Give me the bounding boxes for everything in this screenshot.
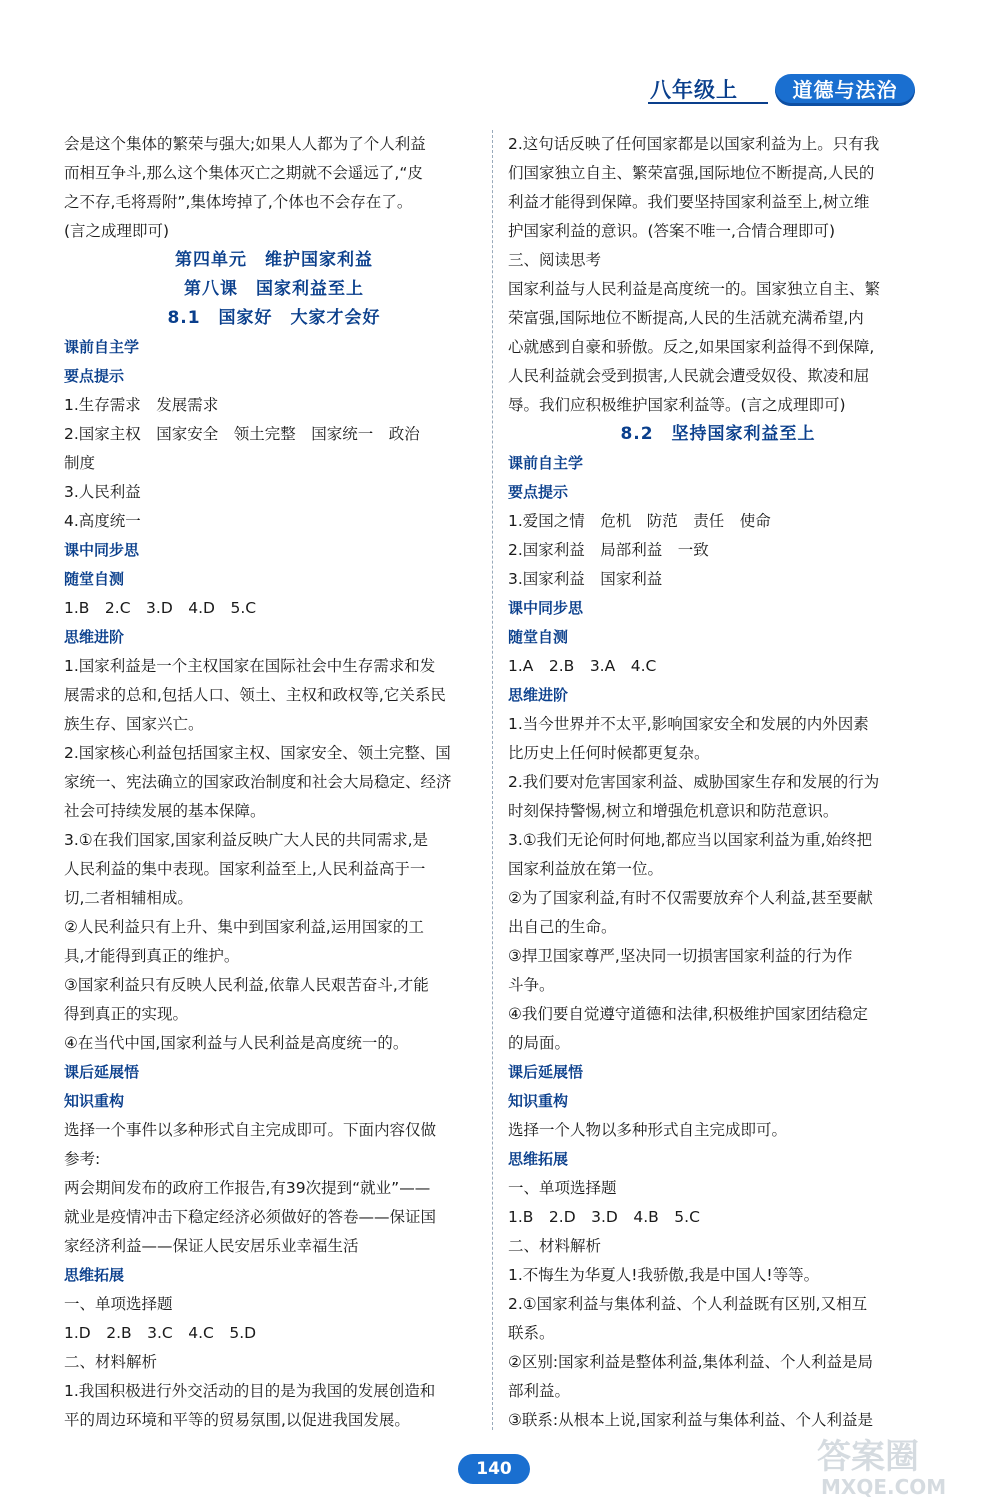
left-text-line: 就业是疫情冲击下稳定经济必须做好的答卷——保证国 (64, 1208, 437, 1226)
left-text-line: 切,二者相辅相成。 (64, 889, 193, 907)
left-section-label: 课中同步思 (64, 541, 140, 559)
left-text-line: 具,才能得到真正的维护。 (64, 947, 240, 965)
right-text-line: ②为了国家利益,有时不仅需要放弃个人利益,甚至要献 (508, 889, 873, 907)
right-text-line: 国家利益放在第一位。 (508, 860, 664, 878)
left-text-line: 3.人民利益 (64, 483, 141, 501)
right-text-line: 2.我们要对危害国家利益、威胁国家生存和发展的行为 (508, 773, 880, 791)
right-text-line: 国家利益与人民利益是高度统一的。国家独立自主、繁 (508, 280, 881, 298)
right-text-line: 人民利益就会受到损害,人民就会遭受奴役、欺凌和屈 (508, 367, 870, 385)
left-text-line: 平的周边环境和平等的贸易氛围,以促进我国发展。 (64, 1411, 410, 1429)
right-section-label: 课前自主学 (508, 454, 584, 472)
right-text-line: 1.A 2.B 3.A 4.C (508, 657, 657, 675)
left-text-line: 一、单项选择题 (64, 1295, 173, 1313)
left-section-label: 课后延展悟 (64, 1063, 140, 1081)
right-section-label: 随堂自测 (508, 628, 569, 646)
right-text-line: 们国家独立自主、繁荣富强,国际地位不断提高,人民的 (508, 164, 875, 182)
left-text-line: 之不存,毛将焉附”,集体垮掉了,个体也不会存在了。 (64, 193, 413, 211)
left-section-label: 要点提示 (64, 367, 125, 385)
right-text-line: ③捍卫国家尊严,坚决同一切损害国家利益的行为作 (508, 947, 853, 965)
right-text-line: 二、材料解析 (508, 1237, 602, 1255)
watermark-url: MXQE.COM (821, 1475, 947, 1499)
right-text-line: ③联系:从根本上说,国家利益与集体利益、个人利益是 (508, 1411, 874, 1429)
left-section-label: 随堂自测 (64, 570, 125, 588)
right-text-line: 1.B 2.D 3.D 4.B 5.C (508, 1208, 700, 1226)
left-text-line: 3.①在我们国家,国家利益反映广大人民的共同需求,是 (64, 831, 429, 849)
left-text-line: ③国家利益只有反映人民利益,依靠人民艰苦奋斗,才能 (64, 976, 429, 994)
right-text-line: 1.当今世界并不太平,影响国家安全和发展的内外因素 (508, 715, 869, 733)
right-text-line: 心就感到自豪和骄傲。反之,如果国家利益得不到保障, (508, 338, 875, 356)
right-text-line: 选择一个人物以多种形式自主完成即可。 (508, 1121, 788, 1139)
left-text-line: 1.我国积极进行外交活动的目的是为我国的发展创造和 (64, 1382, 436, 1400)
right-text-line: 利益才能得到保障。我们要坚持国家利益至上,树立维 (508, 193, 870, 211)
left-text-line: 4.高度统一 (64, 512, 141, 530)
column-divider (492, 130, 494, 1430)
left-text-line: 参考: (64, 1150, 101, 1168)
left-text-line: 二、材料解析 (64, 1353, 158, 1371)
left-text-line: 2.国家主权 国家安全 领土完整 国家统一 政治 (64, 425, 420, 443)
right-column (508, 130, 928, 1435)
right-text-line: ②区别:国家利益是整体利益,集体利益、个人利益是局 (508, 1353, 874, 1371)
left-text-line: 展需求的总和,包括人口、领土、主权和政权等,它关系民 (64, 686, 446, 704)
right-text-line: 时刻保持警惕,树立和增强危机意识和防范意识。 (508, 802, 839, 820)
right-text-line: 的局面。 (508, 1034, 571, 1052)
left-text-line: 两会期间发布的政府工作报告,有39次提到“就业”—— (64, 1179, 431, 1197)
left-text-line: 得到真正的实现。 (64, 1005, 189, 1023)
left-text-line: 人民利益的集中表现。国家利益至上,人民利益高于一 (64, 860, 426, 878)
left-text-line: 而相互争斗,那么这个集体灭亡之期就不会遥远了,“皮 (64, 164, 423, 182)
right-text-line: 荣富强,国际地位不断提高,人民的生活就充满希望,内 (508, 309, 864, 327)
page-header (640, 72, 920, 112)
left-text-line: 制度 (64, 454, 96, 472)
right-section-label: 课中同步思 (508, 599, 584, 617)
left-section-label: 思维进阶 (64, 628, 125, 646)
left-text-line: 会是这个集体的繁荣与强大;如果人人都为了个人利益 (64, 135, 426, 153)
watermark-title: 答案圈 (817, 1437, 919, 1477)
right-heading: 8.2 坚持国家利益至上 (620, 424, 816, 444)
grade-label: 八年级上 (650, 78, 738, 102)
right-text-line: 2.国家利益 局部利益 一致 (508, 541, 709, 559)
left-heading: 第八课 国家利益至上 (184, 279, 364, 299)
right-section-label: 课后延展悟 (508, 1063, 584, 1081)
left-text-line: ②人民利益只有上升、集中到国家利益,运用国家的工 (64, 918, 424, 936)
right-text-line: 一、单项选择题 (508, 1179, 617, 1197)
left-section-label: 知识重构 (64, 1092, 125, 1110)
right-text-line: 辱。我们应积极维护国家利益等。(言之成理即可) (508, 396, 846, 414)
left-text-line: 1.国家利益是一个主权国家在国际社会中生存需求和发 (64, 657, 436, 675)
left-text-line: 1.生存需求 发展需求 (64, 396, 219, 414)
right-text-line: 2.这句话反映了任何国家都是以国家利益为上。只有我 (508, 135, 880, 153)
left-text-line: 1.B 2.C 3.D 4.D 5.C (64, 599, 257, 617)
right-text-line: 出自己的生命。 (508, 918, 617, 936)
right-text-line: 比历史上任何时候都更复杂。 (508, 744, 710, 762)
right-section-label: 思维进阶 (508, 686, 569, 704)
left-text-line: 家经济利益——保证人民安居乐业幸福生活 (64, 1237, 359, 1255)
right-text-line: 1.爱国之情 危机 防范 责任 使命 (508, 512, 771, 530)
right-text-line: 护国家利益的意识。(答案不唯一,合情合理即可) (508, 222, 836, 240)
left-text-line: 家统一、宪法确立的国家政治制度和社会大局稳定、经济 (64, 773, 452, 791)
left-text-line: 2.国家核心利益包括国家主权、国家安全、领土完整、国 (64, 744, 451, 762)
left-text-line: 选择一个事件以多种形式自主完成即可。下面内容仅做 (64, 1121, 437, 1139)
right-section-label: 要点提示 (508, 483, 569, 501)
right-text-line: 3.①我们无论何时何地,都应当以国家利益为重,始终把 (508, 831, 873, 849)
left-section-label: 课前自主学 (64, 338, 140, 356)
left-text-line: ④在当代中国,国家利益与人民利益是高度统一的。 (64, 1034, 409, 1052)
left-text-line: 1.D 2.B 3.C 4.C 5.D (64, 1324, 257, 1342)
left-text-line: 族生存、国家兴亡。 (64, 715, 204, 733)
header-underline (648, 102, 768, 104)
right-text-line: 联系。 (508, 1324, 555, 1342)
right-text-line: 1.不悔生为华夏人!我骄傲,我是中国人!等等。 (508, 1266, 820, 1284)
left-text-line: (言之成理即可) (64, 222, 170, 240)
right-section-label: 思维拓展 (508, 1150, 569, 1168)
right-section-label: 知识重构 (508, 1092, 569, 1110)
left-section-label: 思维拓展 (64, 1266, 125, 1284)
watermark-logo (807, 1430, 982, 1500)
right-text-line: 3.国家利益 国家利益 (508, 570, 663, 588)
left-text-line: 社会可持续发展的基本保障。 (64, 802, 266, 820)
right-text-line: 2.①国家利益与集体利益、个人利益既有区别,又相互 (508, 1295, 868, 1313)
left-column (64, 130, 484, 1435)
left-heading: 8.1 国家好 大家才会好 (167, 308, 381, 328)
subject-badge: 道德与法治 (775, 74, 915, 106)
right-text-line: ④我们要自觉遵守道德和法律,积极维护国家团结稳定 (508, 1005, 868, 1023)
right-text-line: 部利益。 (508, 1382, 571, 1400)
left-heading: 第四单元 维护国家利益 (175, 250, 373, 270)
right-text-line: 斗争。 (508, 976, 555, 994)
right-text-line: 三、阅读思考 (508, 251, 602, 269)
page-number: 140 (458, 1454, 530, 1484)
